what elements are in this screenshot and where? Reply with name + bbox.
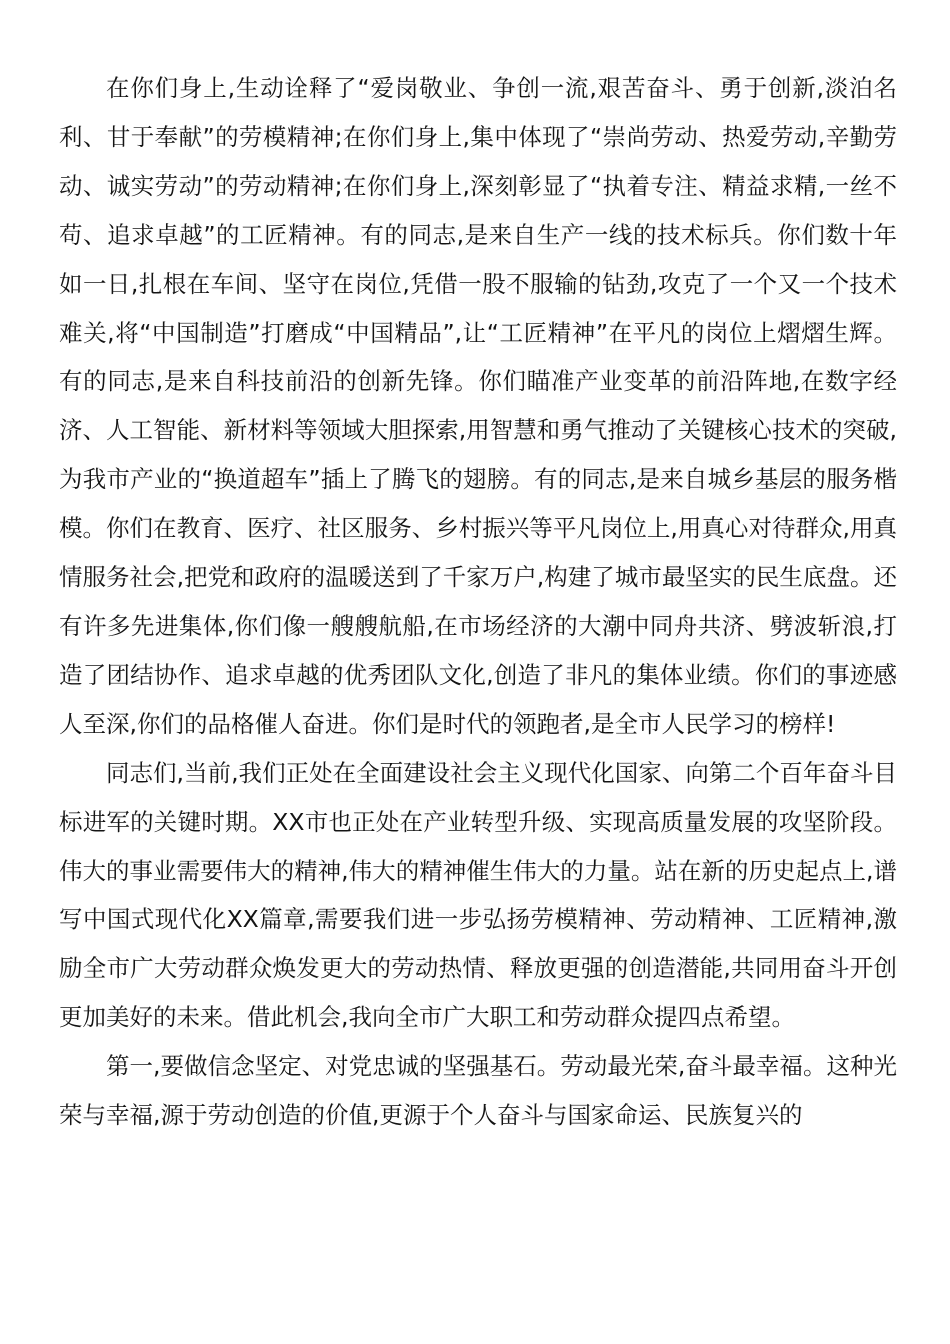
document-body	[59, 64, 897, 1140]
paragraph-comrades: 同志们,当前,我们正处在全面建设社会主义现代化国家、向第二个百年奋斗目标进军的关键时期。XX市也正处在产业转型升级、实现高质量发展的攻坚阶段。伟大的事业需要伟大的精神,伟大的精神催生伟大的力量。站在新的历史起点上,谱写中国式现代化XX篇章,需要我们进一步弘扬劳模精神、劳动精神、工匠精神,激励全市广大劳动群众焕发更大的劳动热情、释放更强的创造潜能,共同用奋斗开创更加美好的未来。借此机会,我向全市广大职工和劳动群众提四点希望。	[59, 758, 897, 1032]
paragraph-labor-spirit: 在你们身上,生动诠释了“爱岗敬业、争创一流,艰苦奋斗、勇于创新,淡泊名利、甘于奉献”的劳模精神;在你们身上,集中体现了“崇尚劳动、热爱劳动,辛勤劳动、诚实劳动”的劳动精神;在你们身上,深刻彰显了“执着专注、精益求精,一丝不苟、追求卓越”的工匠精神。有的同志,是来自生产一线的技术标兵。你们数十年如一日,扎根在车间、坚守在岗位,凭借一股不服输的钻劲,攻克了一个又一个技术难关,将“中国制造”打磨成“中国精品”,让“工匠精神”在平凡的岗位上熠熠生辉。有的同志,是来自科技前沿的创新先锋。你们瞄准产业变革的前沿阵地,在数字经济、人工智能、新材料等领域大胆探索,用智慧和勇气推动了关键核心技术的突破,为我市产业的“换道超车”插上了腾飞的翅膀。有的同志,是来自城乡基层的服务楷模。你们在教育、医疗、社区服务、乡村振兴等平凡岗位上,用真心对待群众,用真情服务社会,把党和政府的温暖送到了千家万户,构建了城市最坚实的民生底盘。还有许多先进集体,你们像一艘艘航船,在市场经济的大潮中同舟共济、劈波斩浪,打造了团结协作、追求卓越的优秀团队文化,创造了非凡的集体业绩。你们的事迹感人至深,你们的品格催人奋进。你们是时代的领跑者,是全市人民学习的榜样!	[59, 74, 897, 738]
paragraph-first-hope: 第一,要做信念坚定、对党忠诚的坚强基石。劳动最光荣,奋斗最幸福。这种光荣与幸福,源于劳动创造的价值,更源于个人奋斗与国家命运、民族复兴的	[59, 1052, 897, 1130]
